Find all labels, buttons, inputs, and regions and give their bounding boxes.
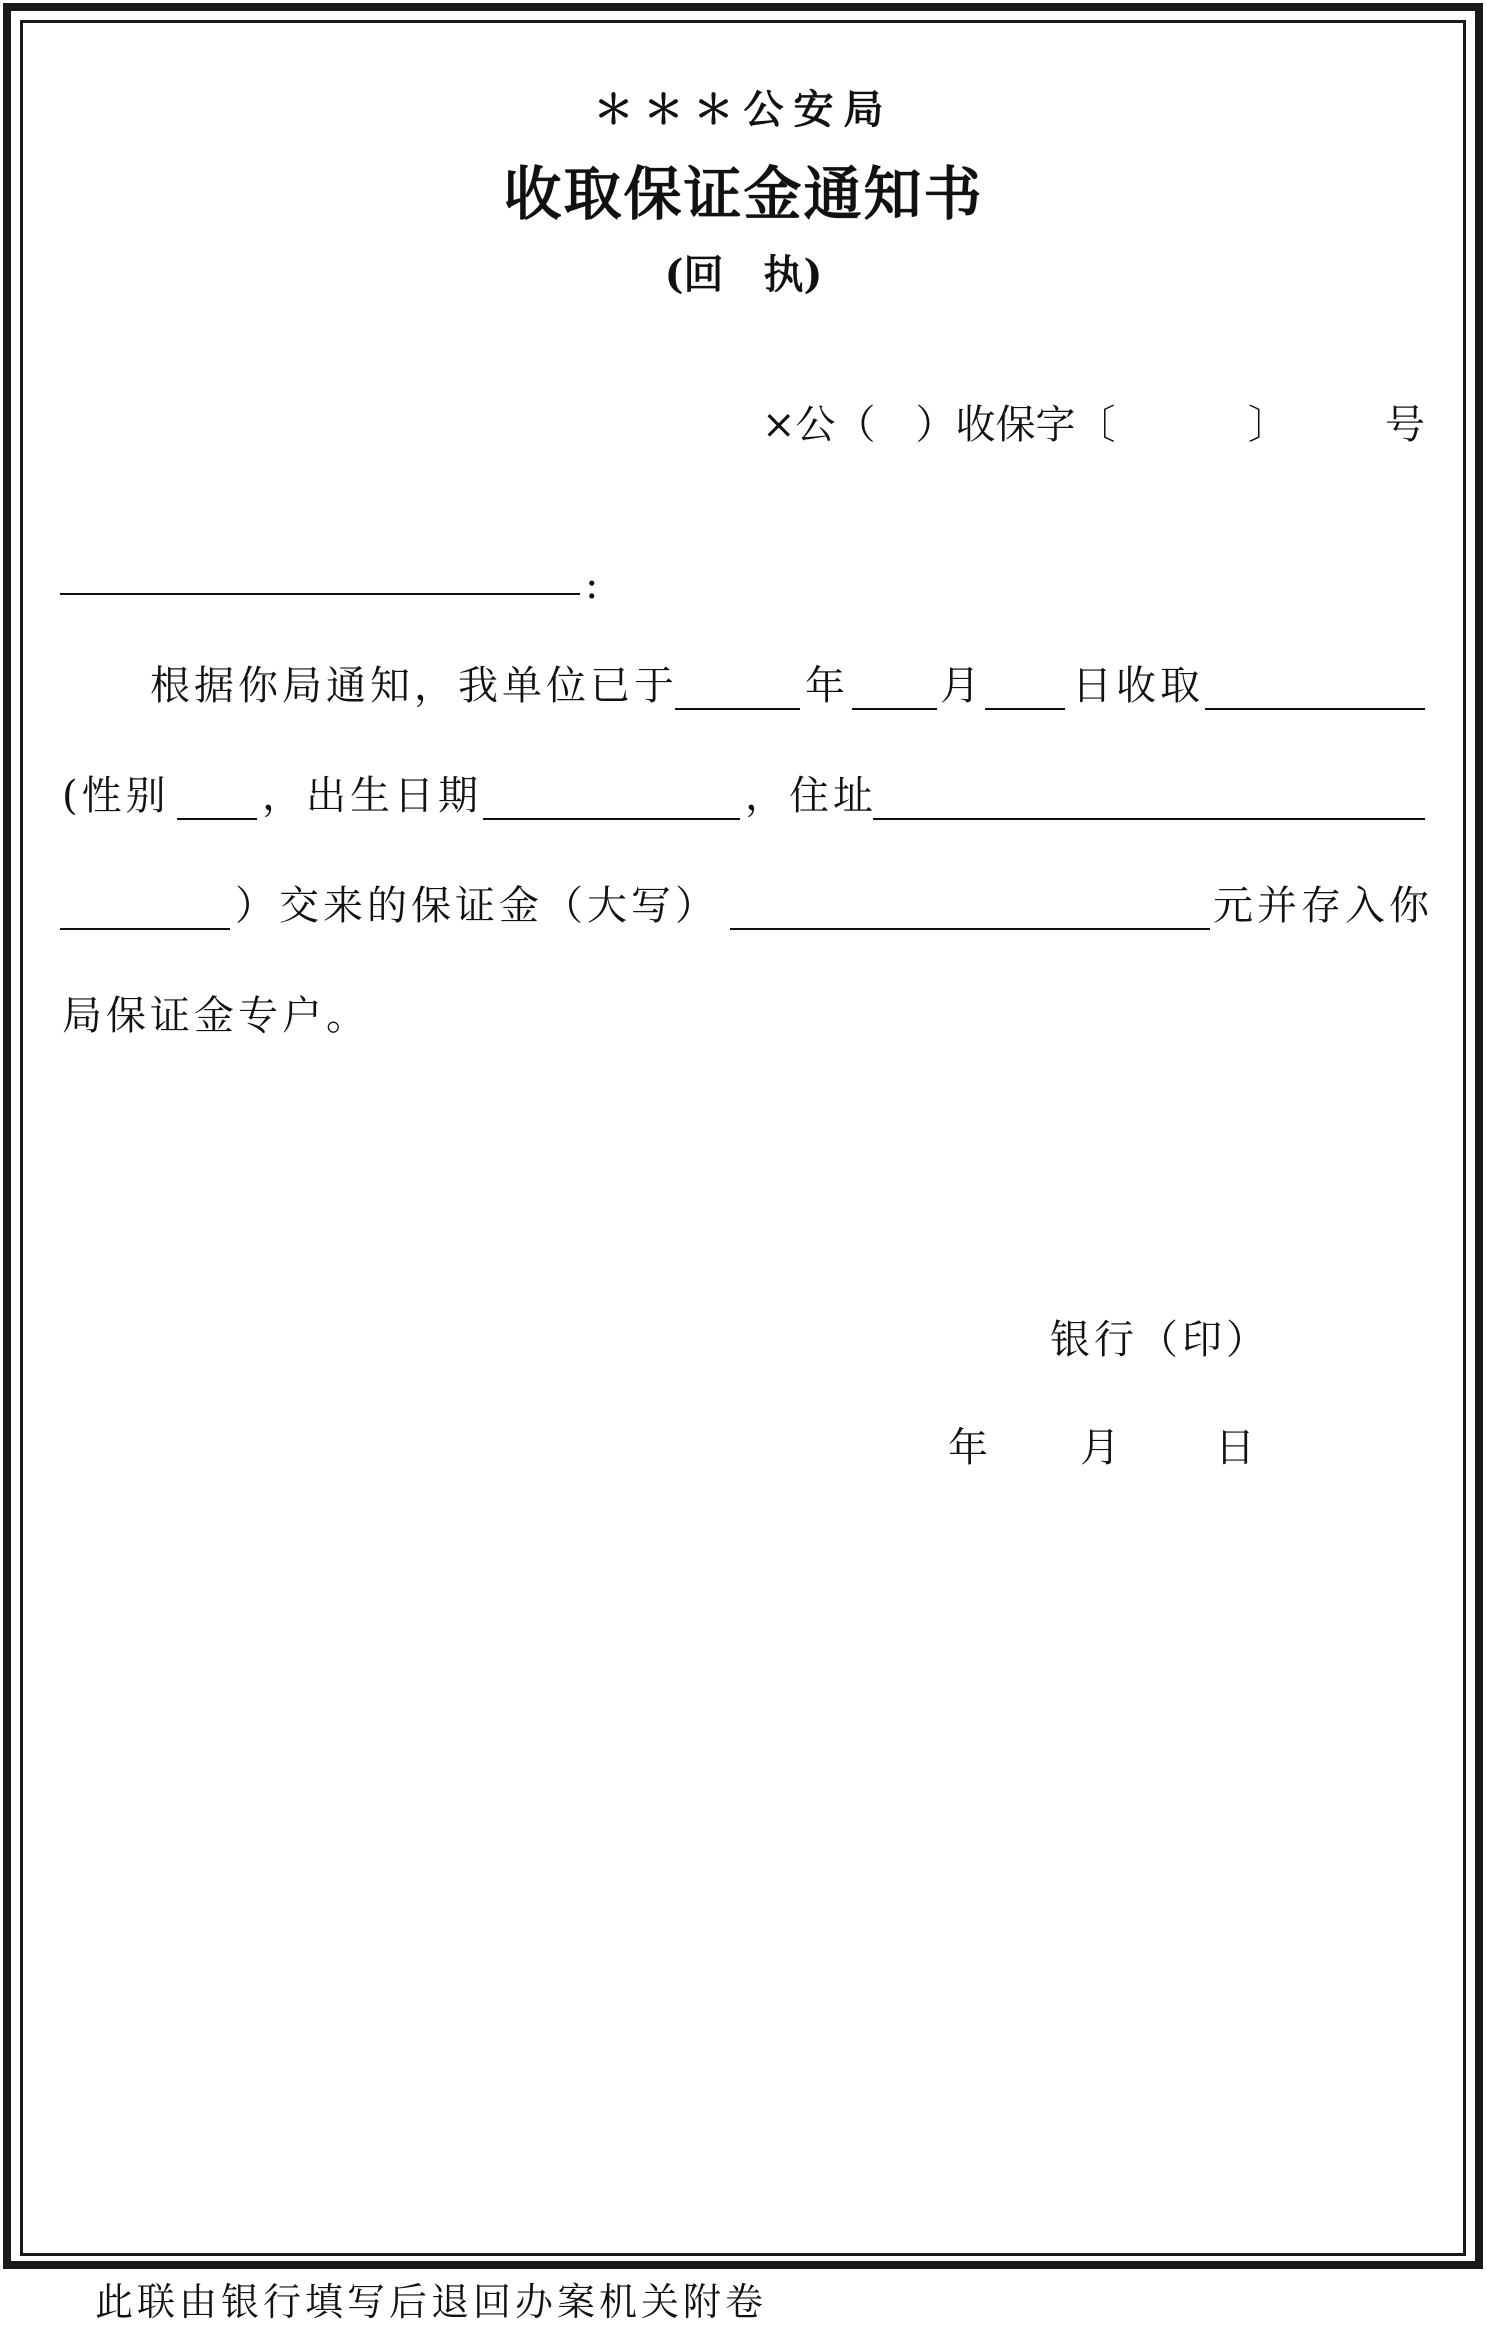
addressee-blank[interactable] — [60, 593, 580, 595]
month-blank[interactable] — [852, 708, 937, 710]
address-blank[interactable] — [873, 818, 1425, 820]
sign-day-label: 日 — [1215, 1425, 1259, 1471]
day-blank[interactable] — [985, 708, 1065, 710]
document-title: 收取保证金通知书 — [503, 160, 984, 228]
body-day-collect-label: 日收取 — [1072, 663, 1204, 709]
addressee-colon: : — [585, 562, 603, 608]
body-line1-prefix: 根据你局通知，我单位已于 — [150, 663, 678, 709]
birth-date-blank[interactable] — [483, 818, 740, 820]
body-year-label: 年 — [805, 663, 849, 709]
address-label: ，住址 — [745, 773, 877, 819]
agency-name: ＊＊＊公安局 — [593, 86, 894, 133]
year-blank[interactable] — [675, 708, 800, 710]
sign-year-label: 年 — [948, 1425, 992, 1471]
payer-name-blank[interactable] — [1205, 708, 1425, 710]
document-subtitle: (回 执) — [664, 251, 823, 298]
amount-in-words-blank[interactable] — [730, 928, 1210, 930]
birth-date-label: ，出生日期 — [262, 773, 482, 819]
footer-note: 此联由银行填写后退回办案机关附卷 — [95, 2280, 768, 2324]
body-month-label: 月 — [940, 663, 984, 709]
inner-border — [20, 20, 1466, 2256]
body-last-line: 局保证金专户。 — [62, 993, 370, 1039]
paid-deposit-text: ）交来的保证金（大写） — [235, 883, 719, 929]
doc-number-prefix: ×公（ ）收保字〔 — [762, 402, 1116, 448]
bank-seal-label: 银行（印） — [1050, 1317, 1270, 1363]
gender-blank[interactable] — [177, 818, 257, 820]
sign-month-label: 月 — [1080, 1425, 1124, 1471]
gender-label: (性别 — [62, 773, 170, 819]
deposit-into-text: 元并存入你 — [1213, 883, 1433, 929]
doc-number-bracket-close: 〕 — [1248, 402, 1288, 448]
doc-number-suffix: 号 — [1385, 402, 1425, 448]
address-continued-blank[interactable] — [60, 928, 230, 930]
